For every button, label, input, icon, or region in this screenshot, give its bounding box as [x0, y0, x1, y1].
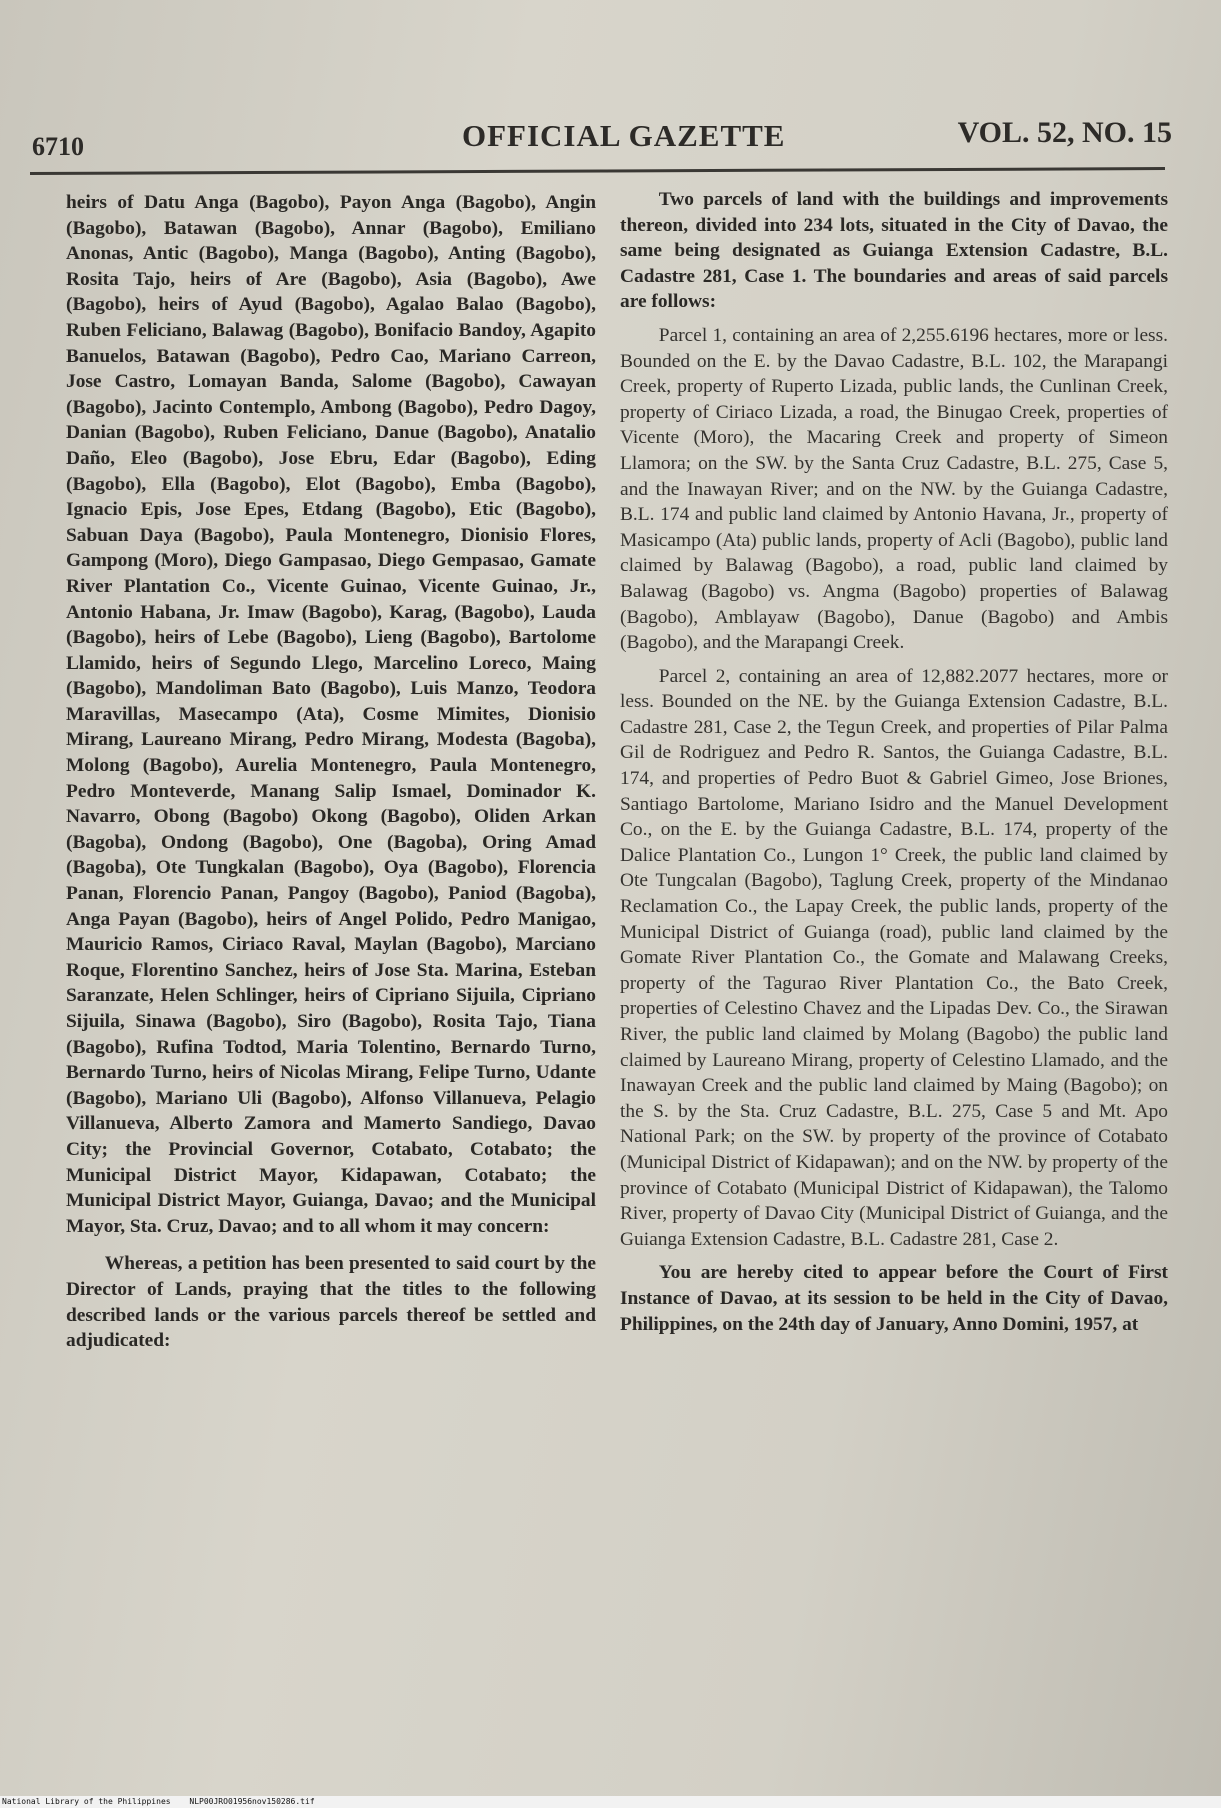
notice-recipients: heirs of Datu Anga (Bagobo), Payon Anga (Bagobo), Angin (Bagobo), Batawan (Bagobo), Annar (Bagobo), Emiliano Anonas, Antic (Bagobo), Manga (Bagobo), Anting (Bagobo), Rosita Tajo, heirs of Are (Bagobo), Asia (Bagobo), Awe (Bagobo), heirs of Ayud (Bagobo), Agalao Balao (Bagobo), Ruben Feliciano, Balawag (Bagobo), Bonifacio Bandoy, Agapito Banuelos, Batawan (Bagobo), Pedro Cao, Mariano Carreon, Jose Castro, Lomayan Banda, Salome (Bagobo), Cawayan (Bagobo), Jacinto Contemplo, Ambong (Bagobo), Pedro Dagoy, Danian (Bagobo), Ruben Feliciano, Danue (Bagobo), Anatalio Daño, Eleo (Bagobo), Jose Ebru, Edar (Bagobo), Eding (Bagobo), Ella (Bagobo), Elot (Bagobo), Emba (Bagobo), Ignacio Epis, Jose Epes, Etdang (Bagobo), Etic (Bagobo), Sabuan Daya (Bagobo), Paula Montenegro, Dionisio Flores, Gampong (Moro), Diego Gampasao, Diego Gempasao, Gamate River Plantation Co., Vicente Guinao, Vicente Guinao, Jr., Antonio Habana, Jr. Imaw (Bagobo), Karag, (Bagobo), Lauda (Bagobo), heirs of Lebe (Bagobo), Lieng (Bagobo), Bartolome Llamido, heirs of Segundo Llego, Marcelino Loreco, Maing (Bagobo), Mandoliman Bato (Bagobo), Luis Manzo, Teodora Maravillas, Masecampo (Ata), Cosme Mimites, Dionisio Mirang, Laureano Mirang, Pedro Mirang, Modesta (Bagoba), Molong (Bagobo), Aurelia Montenegro, Paula Montenegro, Pedro Monteverde, Manang Salip Ismael, Dominador K. Navarro, Obong (Bagobo) Okong (Bagobo), Oliden Arkan (Bagoba), Ondong (Bagobo), One (Bagoba), Oring Amad (Bagoba), Ote Tungkalan (Bagobo), Oya (Bagobo), Florencia Panan, Florencio Panan, Pangoy (Bagobo), Paniod (Bagoba), Anga Payan (Bagobo), heirs of Angel Polido, Pedro Manigao, Mauricio Ramos, Ciriaco Raval, Maylan (Bagobo), Marciano Roque, Florentino Sanchez, heirs of Jose Sta. Marina, Esteban Saranzate, Helen Schlinger, heirs of Cipriano Sijuila, Cipriano Sijuila, Sinawa (Bagobo), Siro (Bagobo), Rosita Tajo, Tiana (Bagobo), Rufina Todtod, Maria Tolentino, Bernardo Turno, Bernardo Turno, heirs of Nicolas Mirang, Felipe Turno, Udante (Bagobo), Mariano Uli (Bagobo), Alfonso Villanueva, Pelagio Villanueva, Alberto Zamora and Mamerto Sandiego, Davao City; the Provincial Governor, Cotabato, Cotabato; the Municipal District Mayor, Kidapawan, Cotabato; the Municipal District Mayor, Guianga, Davao; and the Municipal Mayor, Sta. Cruz, Davao; and to all whom it may concern: [66, 192, 596, 1237]
summons-paragraph: You are hereby cited to appear before the Court of First Instance of Davao, at its session to be held in the City of Davao, Philippines, on the 24th day of January, Anno Domini, 1957, at [620, 1262, 1168, 1335]
petition-paragraph: Whereas, a petition has been presented to said court by the Director of Lands, praying that the titles to the following described lands or the various parcels thereof be settled and adjudicated: [66, 1253, 596, 1352]
scan-footer [0, 1796, 1221, 1808]
scan-filename: NLP00JRO01956nov150286.tif [189, 1797, 315, 1806]
library-name: National Library of the Philippines [2, 1797, 171, 1806]
gazette-title: OFFICIAL GAZETTE [462, 118, 786, 153]
volume-number: VOL. 52, NO. 15 [957, 116, 1172, 149]
parcel-2-paragraph: Parcel 2, containing an area of 12,882.2077 hectares, more or less. Bounded on the NE. by the Guianga Extension Cadastre, B.L. Cadastre 281, Case 2, the Tegun Creek, and properties of Pilar Palma Gil de Rodriguez and Pedro R. Santos, the Guianga Cadastre, B.L. 174, and properties of Pedro Buot & Gabriel Gimeo, Jose Briones, Santiago Bartolome, Mariano Isidro and the Manuel Development Co., on the E. by the Guianga Cadastre, B.L. 174, property of the Dalice Plantation Co., Lungon 1° Creek, the public land claimed by Ote Tungcalan (Bagobo), Taglung Creek, property of the Mindanao Reclamation Co., the Lapay Creek, the public lands, property of the Municipal District of Guianga (road), public land claimed by the Gomate River Plantation Co., the Gomate and Malawang Creeks, property of the Tagurao River Plantation Co., the Bato Creek, properties of Celestino Chavez and the Lipadas Dev. Co., the Sirawan River, the public land claimed by Molang (Bagobo) the public land claimed by Laureano Mirang, property of Celestino Llamado, and the Inawayan Creek and the public land claimed by Maing (Bagobo); on the S. by the Sta. Cruz Cadastre, B.L. 275, Case 5 and Mt. Apo National Park; on the SW. by property of the province of Cotabato (Municipal District of Kidapawan); and on the NW. by property of the province of Cotabato (Municipal District of Kidapawan), the Talomo River, property of Davao City (Municipal District of Guianga, and the Guianga Extension Cadastre, B.L. Cadastre 281, Case 2. [620, 665, 1168, 1250]
parcels-intro-paragraph: Two parcels of land with the buildings and improvements thereon, divided into 234 lots, situated in the City of Davao, the same being designated as Guianga Extension Cadastre, B.L. Cadastre 281, Case 1. The boundaries and areas of said parcels are follows: [620, 189, 1168, 313]
parcel-1-paragraph: Parcel 1, containing an area of 2,255.6196 hectares, more or less. Bounded on the E. by the Davao Cadastre, B.L. 102, the Marapangi Creek, property of Ruperto Lizada, public lands, the Cunlinan Creek, property of Ciriaco Lizada, a road, the Binugao Creek, properties of Vicente (Moro), the Macaring Creek and property of Simeon Llamora; on the SW. by the Santa Cruz Cadastre, B.L. 275, Case 5, and the Inawayan River; and on the NW. by the Guianga Cadastre, B.L. 174 and public land claimed by Antonio Havana, Jr., property of Masicampo (Ata) public lands, property of Acli (Bagobo), public land claimed by Balawag (Bagobo), a road, public land claimed by Balawag (Bagobo) vs. Angma (Bagobo) properties of Balawag (Bagobo), Amblayaw (Bagobo), Danue (Bagobo) and Ambis (Bagobo), and the Marapangi Creek. [620, 324, 1168, 654]
left-column [66, 190, 596, 1354]
page-header [32, 110, 1172, 170]
right-column [620, 187, 1168, 1345]
page-number: 6710 [32, 132, 84, 161]
